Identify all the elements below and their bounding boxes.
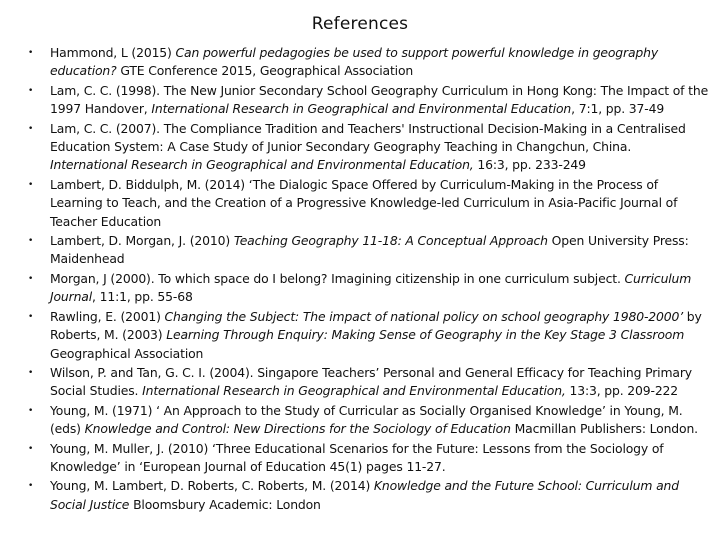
bullet-icon: • xyxy=(28,405,34,416)
bullet-icon: • xyxy=(28,273,34,284)
reference-italic-text: Curriculum Journal xyxy=(50,270,692,305)
reference-text: , 11:1, pp. 55-68 xyxy=(92,289,193,305)
reference-text: 16:3, pp. 233-249 xyxy=(473,157,586,173)
reference-text: Bloomsbury Academic: London xyxy=(129,496,321,512)
reference-item xyxy=(28,402,712,439)
bullet-icon: • xyxy=(28,367,34,378)
reference-item xyxy=(28,82,712,119)
reference-list xyxy=(28,44,712,515)
reference-italic-text: International Research in Geographical and Environmental Education, xyxy=(142,383,566,399)
reference-text: Lam, C. C. (2007). The Compliance Tradition and Teachers' Instructional Decision-Making in a Centralised Education System: A Case Study of Junior Secondary Geography Teaching in Changchun, China. xyxy=(50,120,686,155)
reference-text: Macmillan Publishers: London. xyxy=(510,421,698,437)
reference-italic-text: Can powerful pedagogies be used to support powerful knowledge in geography education? xyxy=(50,45,659,79)
reference-italic-text: Teaching Geography 11-18: A Conceptual Approach xyxy=(233,233,548,249)
reference-text: Young, M. (1971) ‘ An Approach to the Study of Curricular as Socially Organised Knowledge’ in Young, M. (eds) xyxy=(50,402,683,437)
reference-text: Young, M. Muller, J. (2010) ‘Three Educational Scenarios for the Future: Lessons from the Sociology of Knowledge’ in ‘European Journal of Education 45(1) pages 11-27. xyxy=(50,440,664,474)
reference-text: Young, M. Lambert, D. Roberts, C. Roberts, M. (2014) xyxy=(50,478,374,494)
reference-italic-text: Changing the Subject: The impact of national policy on school geography 1980-2000’ xyxy=(164,308,684,324)
reference-text: Geographical Association xyxy=(50,345,204,361)
reference-item xyxy=(28,44,712,81)
reference-item xyxy=(28,440,712,477)
reference-text: 13:3, pp. 209-222 xyxy=(565,383,679,399)
reference-italic-text: Knowledge and the Future School: Curriculum and Social Justice xyxy=(50,478,679,512)
reference-item xyxy=(28,120,712,175)
reference-text: Hammond, L (2015) xyxy=(50,45,176,60)
reference-text: by Roberts, M. (2003) xyxy=(50,308,702,343)
bullet-icon: • xyxy=(28,85,34,96)
reference-italic-text: International Research in Geographical and Environmental Education, xyxy=(50,157,474,173)
bullet-icon: • xyxy=(28,179,34,190)
reference-text: Rawling, E. (2001) xyxy=(50,308,165,324)
reference-item xyxy=(28,176,712,231)
reference-italic-text: Knowledge and Control: New Directions for the Sociology of Education xyxy=(84,421,511,437)
reference-item xyxy=(28,477,712,514)
reference-text: GTE Conference 2015, Geographical Association xyxy=(116,63,414,79)
reference-item xyxy=(28,232,712,269)
reference-text: Lambert, D. Biddulph, M. (2014) ‘The Dialogic Space Offered by Curriculum-Making in the Process of Learning to Teach, and the Creation of a Progressive Knowledge-led Curriculum in Asia-Pacific Journal of Teacher Education xyxy=(50,176,678,229)
bullet-icon: • xyxy=(28,311,34,322)
reference-text: Lam, C. C. (1998). The New Junior Secondary School Geography Curriculum in Hong Kong: The Impact of the 1997 Handover, xyxy=(50,82,709,117)
reference-item xyxy=(28,270,712,307)
reference-text: , 7:1, pp. 37-49 xyxy=(571,101,665,117)
bullet-icon: • xyxy=(28,236,34,247)
reference-text: Morgan, J (2000). To which space do I belong? Imagining citizenship in one curriculum subject. xyxy=(50,270,625,286)
reference-item xyxy=(28,308,712,363)
slide-title: References xyxy=(311,14,409,34)
reference-text: Lambert, D. Morgan, J. (2010) xyxy=(50,233,234,249)
bullet-icon: • xyxy=(28,48,34,58)
reference-italic-text: Learning Through Enquiry: Making Sense of Geography in the Key Stage 3 Classroom xyxy=(166,327,685,343)
bullet-icon: • xyxy=(28,123,34,134)
reference-item xyxy=(28,364,712,401)
reference-text: Wilson, P. and Tan, G. C. I. (2004). Singapore Teachers’ Personal and General Efficacy for Teaching Primary Social Studies. xyxy=(50,364,692,399)
reference-text: Open University Press: Maidenhead xyxy=(50,233,689,267)
bullet-icon: • xyxy=(28,481,34,492)
bullet-icon: • xyxy=(28,443,34,454)
reference-italic-text: International Research in Geographical and Environmental Education xyxy=(151,101,572,117)
